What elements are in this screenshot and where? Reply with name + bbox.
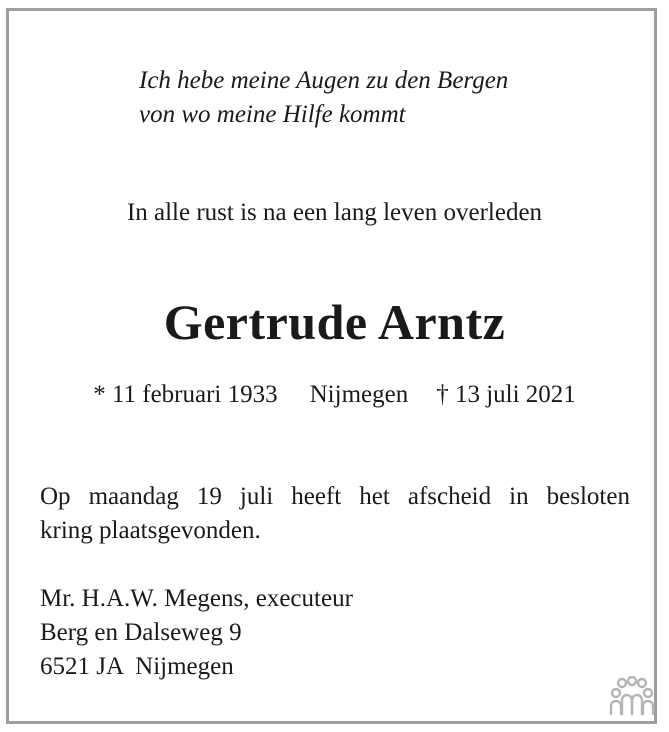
word: afscheid bbox=[407, 483, 492, 510]
contact-street: Berg en Dalseweg 9 bbox=[40, 619, 242, 646]
poem-line-2: von wo meine Hilfe kommt bbox=[139, 101, 406, 128]
word: Op bbox=[40, 483, 71, 510]
contact-block bbox=[40, 582, 353, 684]
death-date: † 13 juli 2021 bbox=[436, 381, 576, 408]
people-group-icon bbox=[608, 676, 656, 716]
birth-date: * 11 februari 1933 bbox=[93, 381, 278, 408]
word: 19 bbox=[196, 483, 222, 510]
word: in bbox=[509, 483, 529, 510]
farewell-line-1 bbox=[40, 480, 630, 514]
contact-city: 6521 JA Nijmegen bbox=[40, 653, 234, 680]
life-dates bbox=[0, 378, 669, 412]
poem-line-1: Ich hebe meine Augen zu den Bergen bbox=[139, 67, 509, 94]
farewell-paragraph bbox=[40, 480, 630, 548]
poem-quote bbox=[139, 64, 508, 132]
intro-text: In alle rust is na een lang leven overleden bbox=[126, 199, 543, 226]
contact-name: Mr. H.A.W. Megens, executeur bbox=[40, 585, 353, 612]
word: maandag bbox=[88, 483, 179, 510]
word: juli bbox=[239, 483, 274, 510]
place-name: Nijmegen bbox=[309, 381, 409, 408]
word: het bbox=[359, 483, 390, 510]
word: besloten bbox=[546, 483, 630, 510]
word: heeft bbox=[291, 483, 342, 510]
deceased-name: Gertrude Arntz bbox=[163, 294, 506, 350]
farewell-line-2: kring plaatsgevonden. bbox=[40, 517, 261, 544]
